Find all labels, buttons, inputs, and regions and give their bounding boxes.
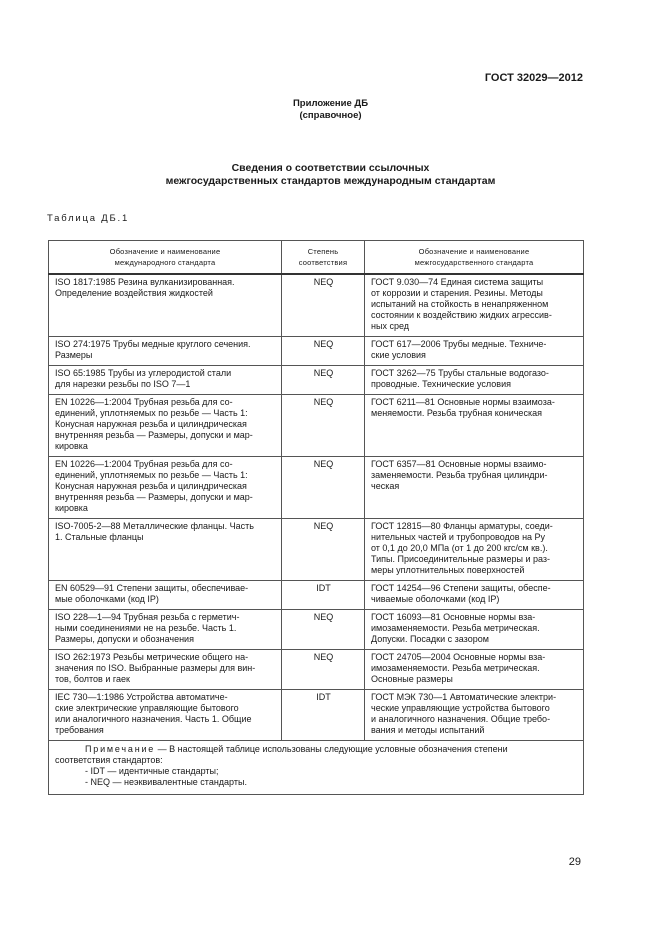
gost-text-line: ческие управляющие устройства бытового (371, 703, 550, 713)
intl-standard-cell (49, 581, 282, 610)
intl-standard-cell (49, 395, 282, 457)
gost-text-line: Основные размеры (371, 674, 453, 684)
annex-subtitle: (справочное) (299, 110, 362, 121)
table-row (49, 337, 584, 366)
section-title (0, 162, 661, 188)
intl-text-line: IEC 730—1:1986 Устройства автоматиче- (55, 692, 228, 702)
gost-standard-cell (365, 581, 584, 610)
intl-text-line: Размеры, допуски и обозначения (55, 634, 194, 644)
intl-standard-cell (49, 519, 282, 581)
gost-text-line: имозаменяемости. Резьба метрическая. (371, 663, 540, 673)
annex-heading (0, 98, 661, 122)
intl-text-line: ISO 65:1985 Трубы из углеродистой стали (55, 368, 232, 378)
intl-text-line: ISO 1817:1985 Резина вулканизированная. (55, 277, 235, 287)
gost-text-line: ГОСТ МЭК 730—1 Автоматические электри- (371, 692, 557, 702)
intl-standard-cell (49, 690, 282, 741)
gost-text-line: меры уплотнительных поверхностей (371, 565, 525, 575)
gost-text-line: ГОСТ 6211—81 Основные нормы взаимоза- (371, 397, 555, 407)
page-number: 29 (568, 856, 581, 868)
intl-text-line: кировка (55, 503, 88, 513)
intl-text-line: внутренняя резьба — Размеры, допуски и мар- (55, 430, 253, 440)
intl-text-line: EN 10226—1:2004 Трубная резьба для со- (55, 397, 233, 407)
section-title-line-1: Сведения о соответствии ссылочных (231, 162, 430, 174)
intl-text-line: Конусная наружная резьба и цилиндрическая (55, 481, 247, 491)
intl-text-line: 1. Стальные фланцы (55, 532, 144, 542)
degree-cell: IDT (282, 581, 365, 610)
intl-standard-cell (49, 366, 282, 395)
degree-cell: NEQ (282, 519, 365, 581)
gost-text-line: и аналогичного назначения. Общие требо- (371, 714, 551, 724)
table-header-row (49, 241, 584, 275)
header-gost-standard (365, 241, 584, 275)
intl-standard-cell (49, 457, 282, 519)
gost-text-line: вания и методы испытаний (371, 725, 485, 735)
header-intl-line-2: международного стандарта (114, 258, 216, 267)
gost-text-line: Типы. Присоединительные размеры и раз- (371, 554, 551, 564)
intl-standard-cell (49, 337, 282, 366)
intl-text-line: Конусная наружная резьба и цилиндрическая (55, 419, 247, 429)
gost-text-line: ГОСТ 617—2006 Трубы медные. Техниче- (371, 339, 547, 349)
gost-text-line: нительных частей и трубопроводов на Ру (371, 532, 546, 542)
correspondence-table (48, 240, 584, 795)
gost-text-line: ных сред (371, 321, 410, 331)
gost-text-line: состоянии к воздействию жидких агрессив- (371, 310, 552, 320)
note-text-line-1: — В настоящей таблице использованы следующие условные обозначения степени (157, 744, 508, 754)
degree-cell: NEQ (282, 457, 365, 519)
table-row (49, 581, 584, 610)
degree-cell: NEQ (282, 274, 365, 337)
intl-standard-cell (49, 274, 282, 337)
gost-text-line: ГОСТ 24705—2004 Основные нормы вза- (371, 652, 546, 662)
gost-text-line: от 0,1 до 20,0 МПа (от 1 до 200 кгс/см кв.). (371, 543, 548, 553)
intl-text-line: кировка (55, 441, 88, 451)
intl-text-line: для нарезки резьбы по ISO 7—1 (55, 379, 191, 389)
gost-text-line: имозаменяемости. Резьба метрическая. (371, 623, 540, 633)
table-row (49, 610, 584, 650)
gost-standard-cell (365, 650, 584, 690)
gost-standard-cell (365, 610, 584, 650)
gost-text-line: ГОСТ 3262—75 Трубы стальные водогазо- (371, 368, 549, 378)
note-item-idt: - IDT — идентичные стандарты; (85, 766, 219, 776)
gost-standard-cell (365, 457, 584, 519)
intl-text-line: Размеры (55, 350, 93, 360)
table-row (49, 519, 584, 581)
gost-text-line: проводные. Технические условия (371, 379, 511, 389)
intl-text-line: или аналогичного назначения. Часть 1. Общие (55, 714, 252, 724)
table-row (49, 690, 584, 741)
gost-text-line: Допуски. Посадки с зазором (371, 634, 489, 644)
header-degree-line-1: Степень (307, 247, 339, 256)
table-row (49, 366, 584, 395)
intl-text-line: Определение воздействия жидкостей (55, 288, 213, 298)
gost-text-line: ские условия (371, 350, 426, 360)
degree-cell: NEQ (282, 610, 365, 650)
gost-standard-cell (365, 366, 584, 395)
degree-cell: NEQ (282, 337, 365, 366)
note-text-line-2: соответствия стандартов: (55, 755, 163, 765)
table-label: Таблица ДБ.1 (47, 213, 130, 224)
intl-text-line: требования (55, 725, 104, 735)
table-body (49, 274, 584, 741)
gost-text-line: ГОСТ 9.030—74 Единая система защиты (371, 277, 544, 287)
table-row (49, 650, 584, 690)
degree-cell: NEQ (282, 366, 365, 395)
intl-text-line: ISO-7005-2—88 Металлические фланцы. Часть (55, 521, 254, 531)
intl-text-line: единений, уплотняемых по резьбе — Часть 1: (55, 408, 248, 418)
gost-text-line: чиваемые оболочками (код IP) (371, 594, 500, 604)
gost-text-line: от коррозии и старения. Резины. Методы (371, 288, 543, 298)
degree-cell: NEQ (282, 395, 365, 457)
intl-text-line: мые оболочками (код IP) (55, 594, 159, 604)
intl-standard-cell (49, 610, 282, 650)
intl-text-line: ными соединениями не на резьбе. Часть 1. (55, 623, 237, 633)
note-label: Примечание (85, 744, 156, 754)
intl-text-line: тов, болтов и гаек (55, 674, 130, 684)
gost-text-line: ГОСТ 16093—81 Основные нормы вза- (371, 612, 536, 622)
intl-text-line: EN 60529—91 Степени защиты, обеспечивае- (55, 583, 249, 593)
gost-text-line: ГОСТ 6357—81 Основные нормы взаимо- (371, 459, 547, 469)
gost-standard-cell (365, 274, 584, 337)
note-heading (55, 744, 577, 755)
intl-text-line: EN 10226—1:2004 Трубная резьба для со- (55, 459, 233, 469)
header-intl-standard (49, 241, 282, 275)
header-gost-line-2: межгосударственного стандарта (414, 258, 534, 267)
note-item-neq: - NEQ — неэквивалентные стандарты. (85, 777, 247, 787)
table-row (49, 395, 584, 457)
intl-text-line: ISO 274:1975 Трубы медные круглого сечения. (55, 339, 251, 349)
gost-standard-cell (365, 395, 584, 457)
header-intl-line-1: Обозначение и наименование (109, 247, 221, 256)
note-row (49, 741, 584, 795)
intl-text-line: единений, уплотняемых по резьбе — Часть 1: (55, 470, 248, 480)
gost-standard-cell (365, 690, 584, 741)
note-cell (49, 741, 584, 795)
section-title-line-2: межгосударственных стандартов международным стандартам (165, 175, 496, 187)
header-gost-line-1: Обозначение и наименование (418, 247, 530, 256)
gost-standard-cell (365, 337, 584, 366)
intl-text-line: ISO 262:1973 Резьбы метрические общего на- (55, 652, 249, 662)
intl-text-line: ISO 228—1—94 Трубная резьба с герметич- (55, 612, 240, 622)
degree-cell: NEQ (282, 650, 365, 690)
gost-standard-cell (365, 519, 584, 581)
gost-text-line: испытаний на стойкость в ненапряженном (371, 299, 549, 309)
header-degree (282, 241, 365, 275)
table-row (49, 274, 584, 337)
annex-title: Приложение ДБ (292, 98, 369, 109)
degree-cell: IDT (282, 690, 365, 741)
gost-text-line: меняемости. Резьба трубная коническая (371, 408, 542, 418)
intl-text-line: внутренняя резьба — Размеры, допуски и мар- (55, 492, 253, 502)
gost-text-line: заменяемости. Резьба трубная цилиндри- (371, 470, 548, 480)
table-row (49, 457, 584, 519)
header-degree-line-2: соответствия (298, 258, 348, 267)
document-code: ГОСТ 32029—2012 (484, 72, 583, 84)
gost-text-line: ческая (371, 481, 400, 491)
intl-text-line: ские электрические управляющие бытового (55, 703, 239, 713)
intl-standard-cell (49, 650, 282, 690)
gost-text-line: ГОСТ 12815—80 Фланцы арматуры, соеди- (371, 521, 553, 531)
gost-text-line: ГОСТ 14254—96 Степени защиты, обеспе- (371, 583, 551, 593)
intl-text-line: значения по ISO. Выбранные размеры для вин- (55, 663, 256, 673)
